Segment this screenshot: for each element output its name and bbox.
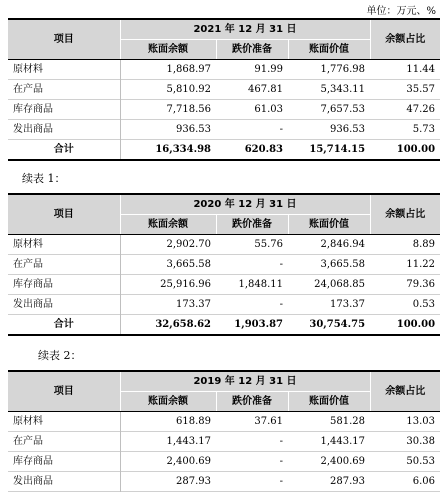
continuation-label-2: 续表 2：: [38, 349, 82, 362]
total-label: 合计: [53, 319, 74, 330]
header-date: 2020 年 12 月 31 日: [120, 194, 370, 215]
row-value: 2,400.69: [320, 456, 366, 467]
row-value: 7,657.53: [320, 104, 366, 115]
row-value: 1,776.98: [320, 64, 366, 75]
row-balance: 2,400.69: [120, 452, 216, 472]
total-value: 30,754.75: [309, 319, 366, 330]
row-ratio: 79.36: [406, 279, 436, 290]
table-row: [8, 412, 440, 432]
row-impairment: 37.61: [254, 416, 283, 427]
table-row: [8, 432, 440, 452]
row-ratio: 6.06: [412, 476, 436, 487]
row-ratio: 13.03: [406, 416, 436, 427]
row-balance: 1,868.97: [120, 60, 216, 80]
row-impairment: 61.03: [254, 104, 283, 115]
total-row: [8, 315, 440, 336]
total-balance: 16,334.98: [120, 140, 216, 161]
row-name: 库存商品: [13, 104, 53, 115]
row-impairment: -: [279, 476, 283, 487]
row-name: 发出商品: [13, 476, 53, 487]
row-name: 库存商品: [13, 456, 53, 467]
header-date: 2019 年 12 月 31 日: [120, 371, 370, 392]
header-date: 2021 年 12 月 31 日: [120, 19, 370, 40]
row-value: 2,846.94: [320, 239, 366, 250]
row-impairment: -: [279, 436, 283, 447]
row-ratio: 50.53: [406, 456, 436, 467]
row-impairment: 55.76: [254, 239, 283, 250]
header-book-balance: 账面余额: [120, 392, 216, 412]
header-impairment: 跌价准备: [216, 392, 288, 412]
row-impairment: -: [279, 456, 283, 467]
inventory-table-2019: [8, 370, 440, 492]
table-row: [8, 120, 440, 140]
row-name: 发出商品: [13, 124, 53, 135]
total-ratio: 100.00: [396, 319, 436, 330]
header-item: 项目: [8, 19, 120, 60]
row-impairment: -: [279, 259, 283, 270]
row-ratio: 11.44: [406, 64, 436, 75]
table-row: [8, 80, 440, 100]
unit-label: 单位：万元、%: [366, 6, 436, 17]
row-balance: 3,665.58: [120, 255, 216, 275]
row-balance: 173.37: [120, 295, 216, 315]
row-ratio: 11.22: [406, 259, 436, 270]
row-impairment: -: [279, 124, 283, 135]
row-impairment: 91.99: [254, 64, 283, 75]
row-impairment: -: [279, 299, 283, 310]
row-name: 在产品: [13, 436, 43, 447]
table-row: [8, 100, 440, 120]
header-ratio: 余额占比: [370, 194, 440, 235]
row-ratio: 8.89: [412, 239, 436, 250]
header-ratio: 余额占比: [370, 371, 440, 412]
row-balance: 936.53: [120, 120, 216, 140]
table-row: [8, 452, 440, 472]
row-name: 在产品: [13, 84, 43, 95]
row-value: 936.53: [330, 124, 366, 135]
total-impairment: 620.83: [244, 144, 283, 155]
table-row: [8, 235, 440, 255]
total-ratio: 100.00: [396, 144, 436, 155]
row-value: 1,443.17: [320, 436, 366, 447]
header-book-value: 账面价值: [288, 392, 370, 412]
table-row: [8, 255, 440, 275]
row-balance: 618.89: [120, 412, 216, 432]
header-item: 项目: [8, 371, 120, 412]
row-value: 24,068.85: [314, 279, 366, 290]
row-name: 原材料: [13, 239, 43, 250]
row-ratio: 0.53: [412, 299, 436, 310]
row-name: 在产品: [13, 259, 43, 270]
total-label: 合计: [53, 144, 74, 155]
inventory-table-2021: [8, 18, 440, 161]
header-impairment: 跌价准备: [216, 215, 288, 235]
row-ratio: 30.38: [406, 436, 436, 447]
total-balance: 32,658.62: [120, 315, 216, 336]
row-ratio: 47.26: [406, 104, 436, 115]
header-book-balance: 账面余额: [120, 40, 216, 60]
row-ratio: 5.73: [412, 124, 436, 135]
row-name: 发出商品: [13, 299, 53, 310]
table-row: [8, 472, 440, 492]
table-row: [8, 60, 440, 80]
row-ratio: 35.57: [406, 84, 436, 95]
row-balance: 25,916.96: [120, 275, 216, 295]
row-value: 581.28: [330, 416, 366, 427]
header-item: 项目: [8, 194, 120, 235]
total-impairment: 1,903.87: [234, 319, 283, 330]
row-balance: 7,718.56: [120, 100, 216, 120]
row-name: 原材料: [13, 416, 43, 427]
header-book-balance: 账面余额: [120, 215, 216, 235]
header-book-value: 账面价值: [288, 40, 370, 60]
row-value: 3,665.58: [320, 259, 366, 270]
row-name: 原材料: [13, 64, 43, 75]
row-value: 5,343.11: [320, 84, 366, 95]
continuation-label-1: 续表 1：: [22, 172, 66, 185]
header-book-value: 账面价值: [288, 215, 370, 235]
row-impairment: 467.81: [248, 84, 283, 95]
row-balance: 2,902.70: [120, 235, 216, 255]
row-impairment: 1,848.11: [238, 279, 283, 290]
total-value: 15,714.15: [309, 144, 366, 155]
row-balance: 287.93: [120, 472, 216, 492]
row-value: 173.37: [330, 299, 366, 310]
table-row: [8, 295, 440, 315]
row-name: 库存商品: [13, 279, 53, 290]
table-row: [8, 275, 440, 295]
row-balance: 1,443.17: [120, 432, 216, 452]
header-ratio: 余额占比: [370, 19, 440, 60]
row-balance: 5,810.92: [120, 80, 216, 100]
header-impairment: 跌价准备: [216, 40, 288, 60]
inventory-table-2020: [8, 193, 440, 336]
total-row: [8, 140, 440, 161]
row-value: 287.93: [330, 476, 366, 487]
